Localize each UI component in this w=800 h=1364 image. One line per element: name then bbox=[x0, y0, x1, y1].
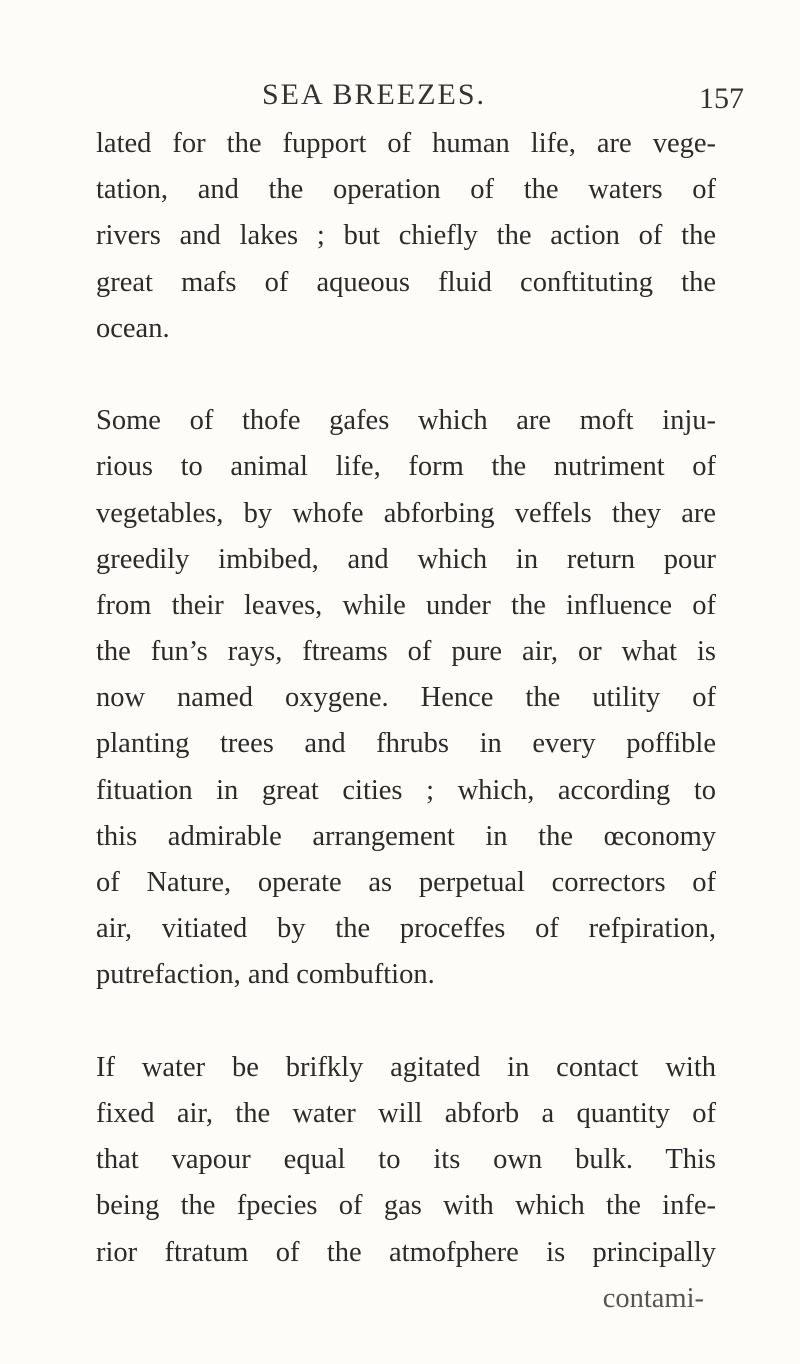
running-head bbox=[0, 78, 800, 118]
text-line: of Nature, operate as perpetual correctors of bbox=[96, 867, 716, 898]
text-line: air, vitiated by the proceffes of refpiration, bbox=[96, 913, 716, 945]
text-line: tation, and the operation of the waters of bbox=[96, 174, 716, 206]
body-text bbox=[96, 121, 716, 1322]
text-line: lated for the fupport of human life, are vege- bbox=[96, 128, 716, 159]
text-line: vegetables, by whofe abforbing veffels they are bbox=[96, 497, 716, 529]
text-line: that vapour equal to its own bulk. This bbox=[96, 1144, 716, 1176]
text-line: the fun’s rays, ftreams of pure air, or what is bbox=[96, 636, 716, 668]
text-line: rious to animal life, form the nutriment of bbox=[96, 451, 716, 483]
text-line: now named oxygene. Hence the utility of bbox=[96, 682, 716, 714]
text-line: Some of thofe gafes which are moft inju- bbox=[96, 405, 716, 437]
text-line: great mafs of aqueous fluid conftituting the bbox=[96, 266, 716, 298]
text-line: rior ftratum of the atmofphere is principally bbox=[96, 1236, 716, 1268]
text-line: If water be brifkly agitated in contact with bbox=[96, 1051, 716, 1083]
text-line: rivers and lakes ; but chiefly the action of the bbox=[96, 220, 716, 252]
running-title: SEA BREEZES. bbox=[262, 78, 487, 111]
text-line: fituation in great cities ; which, according to bbox=[96, 774, 716, 806]
text-line: planting trees and fhrubs in every poffible bbox=[96, 728, 716, 760]
text-line: ocean. bbox=[96, 312, 170, 344]
paragraph-gap bbox=[96, 999, 716, 1045]
page-number: 157 bbox=[699, 82, 744, 115]
paragraph-gap bbox=[96, 352, 716, 398]
text-line: this admirable arrangement in the œconomy bbox=[96, 820, 716, 852]
text-line: from their leaves, while under the influence of bbox=[96, 589, 716, 621]
text-line: putrefaction, and combuftion. bbox=[96, 959, 435, 991]
text-line: being the fpecies of gas with which the infe- bbox=[96, 1190, 716, 1222]
text-line: greedily imbibed, and which in return pour bbox=[96, 543, 716, 575]
text-line: fixed air, the water will abforb a quantity of bbox=[96, 1097, 716, 1129]
catchword: contami- bbox=[602, 1282, 704, 1314]
